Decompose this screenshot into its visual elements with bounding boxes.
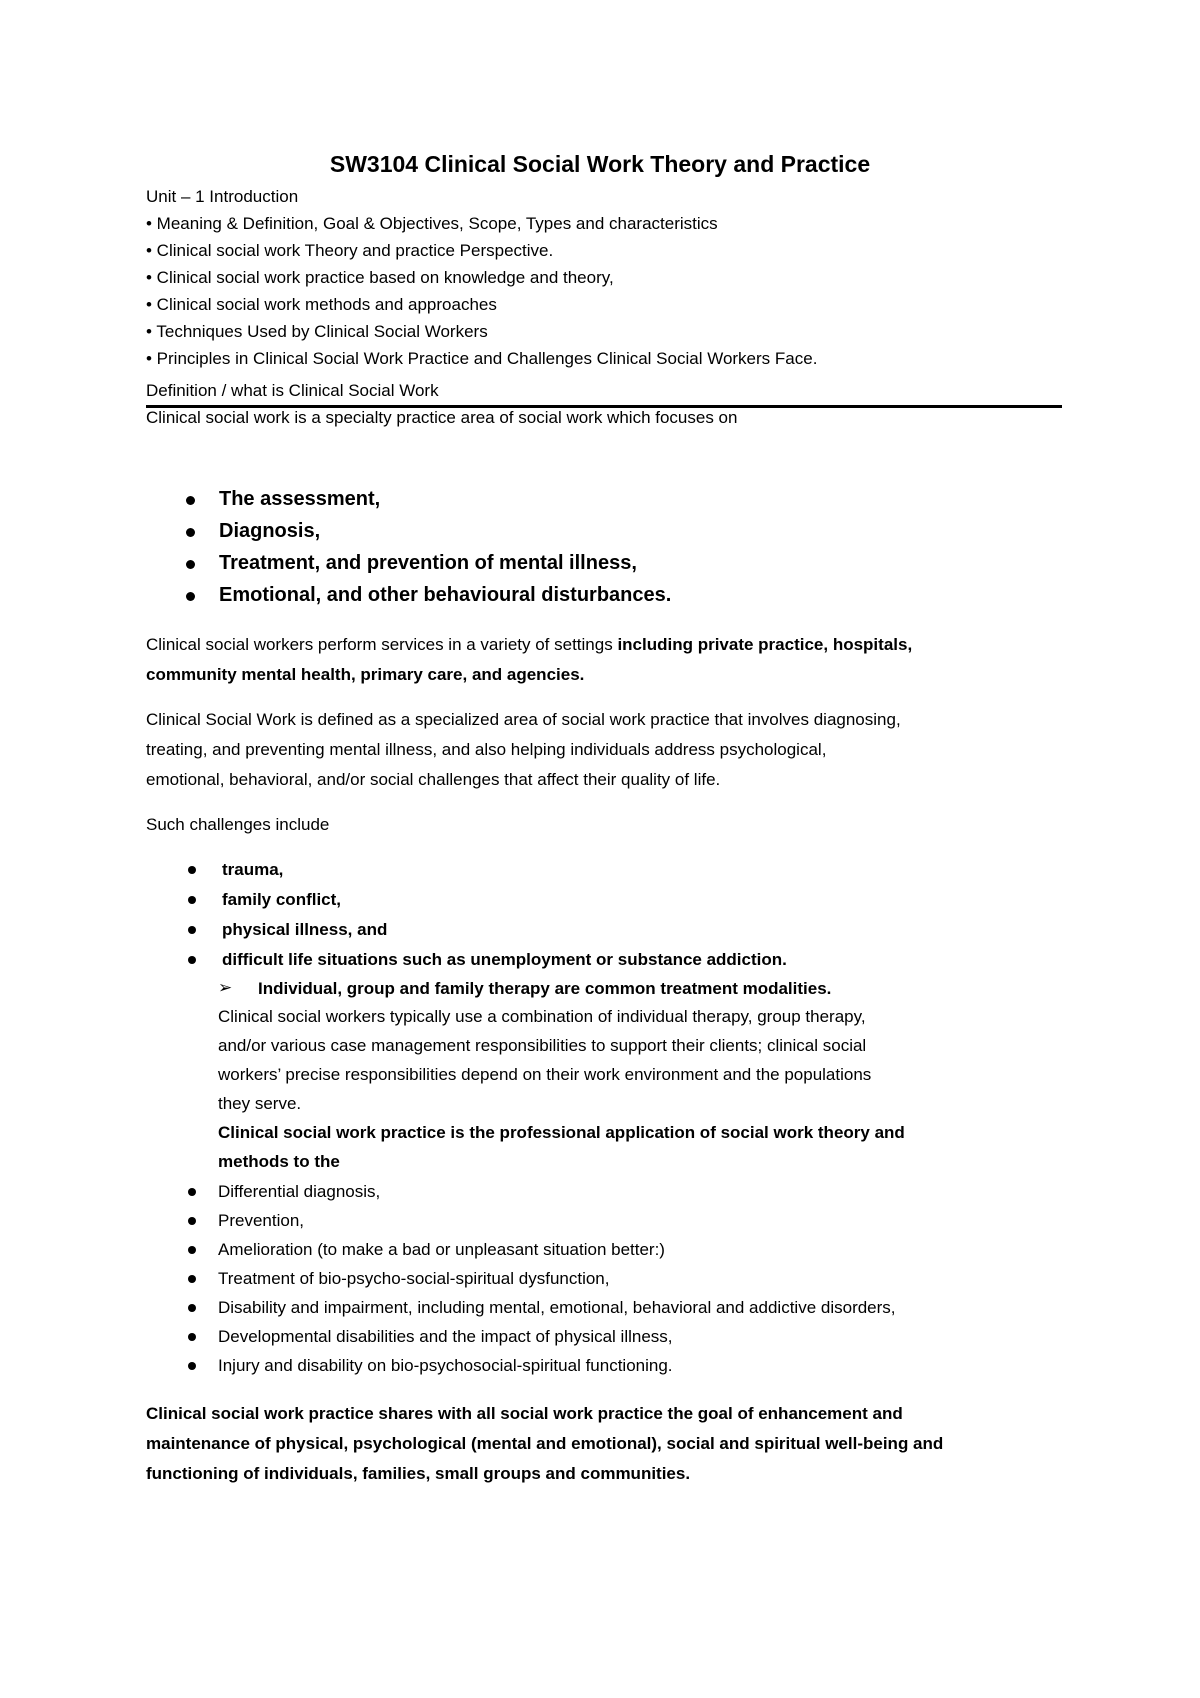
bullet-icon xyxy=(188,896,196,904)
unit-topic: • Clinical social work practice based on knowledge and theory, xyxy=(146,268,614,287)
bullet-icon xyxy=(186,592,195,601)
bullet-icon xyxy=(188,926,196,934)
application-item: Treatment of bio-psycho-social-spiritual dysfunction, xyxy=(218,1269,610,1288)
unit-topic: • Clinical social work Theory and practice Perspective. xyxy=(146,241,554,260)
workers-paragraph xyxy=(218,1002,1088,1118)
bullet-icon xyxy=(186,528,195,537)
bullet-icon xyxy=(188,866,196,874)
definition-heading: Definition / what is Clinical Social Work xyxy=(146,381,439,400)
focus-item: Emotional, and other behavioural disturbances. xyxy=(219,584,672,606)
bullet-icon xyxy=(186,560,195,569)
unit-topic: • Techniques Used by Clinical Social Workers xyxy=(146,322,488,341)
bullet-icon xyxy=(188,1246,196,1254)
paragraph-line: workers’ precise responsibilities depend on their work environment and the populations xyxy=(218,1065,872,1084)
challenge-item: family conflict, xyxy=(222,890,342,909)
application-item: Disability and impairment, including mental, emotional, behavioral and addictive disorders, xyxy=(218,1298,896,1317)
paragraph-line: maintenance of physical, psychological (mental and emotional), social and spiritual well-being and xyxy=(146,1434,944,1453)
closing-paragraph xyxy=(146,1399,1076,1489)
challenge-item: trauma, xyxy=(222,860,284,879)
unit-topic: • Principles in Clinical Social Work Practice and Challenges Clinical Social Workers Face. xyxy=(146,349,818,368)
paragraph-line: functioning of individuals, families, small groups and communities. xyxy=(146,1464,691,1483)
settings-text: Clinical social workers perform services in a variety of settings xyxy=(146,635,618,654)
bullet-icon xyxy=(188,1188,196,1196)
focus-item: Diagnosis, xyxy=(219,520,321,542)
bullet-icon xyxy=(188,1217,196,1225)
definition-intro: Clinical social work is a specialty practice area of social work which focuses on xyxy=(146,408,738,427)
paragraph-line: treating, and preventing mental illness, and also helping individuals address psychological, xyxy=(146,740,827,759)
practice-definition xyxy=(218,1118,1088,1176)
application-item: Injury and disability on bio-psychosocial-spiritual functioning. xyxy=(218,1356,673,1375)
modalities-line: Individual, group and family therapy are common treatment modalities. xyxy=(258,979,832,998)
challenge-item: physical illness, and xyxy=(222,920,388,939)
paragraph-line: Clinical social workers typically use a combination of individual therapy, group therapy, xyxy=(218,1007,866,1026)
unit-topic: • Meaning & Definition, Goal & Objectives, Scope, Types and characteristics xyxy=(146,214,718,233)
settings-paragraph xyxy=(146,630,1076,690)
bullet-icon xyxy=(186,496,195,505)
challenge-item: difficult life situations such as unemployment or substance addiction. xyxy=(222,950,787,969)
application-item: Amelioration (to make a bad or unpleasant situation better:) xyxy=(218,1240,665,1259)
bullet-icon xyxy=(188,956,196,964)
paragraph-line: emotional, behavioral, and/or social challenges that affect their quality of life. xyxy=(146,770,721,789)
focus-item: The assessment, xyxy=(219,488,381,510)
paragraph-line: Clinical social work practice is the professional application of social work theory and xyxy=(218,1123,905,1142)
settings-bold-text: community mental health, primary care, and agencies. xyxy=(146,665,585,684)
bullet-icon xyxy=(188,1333,196,1341)
application-item: Differential diagnosis, xyxy=(218,1182,381,1201)
unit-heading: Unit – 1 Introduction xyxy=(146,187,299,206)
application-item: Prevention, xyxy=(218,1211,304,1230)
paragraph-line: Clinical Social Work is defined as a specialized area of social work practice that involves diagnosing, xyxy=(146,710,901,729)
definition-paragraph xyxy=(146,705,1076,795)
document-title: SW3104 Clinical Social Work Theory and Practice xyxy=(329,151,871,177)
paragraph-line: and/or various case management responsibilities to support their clients; clinical social xyxy=(218,1036,867,1055)
bullet-icon xyxy=(188,1362,196,1370)
application-item: Developmental disabilities and the impact of physical illness, xyxy=(218,1327,673,1346)
settings-bold-text: including private practice, hospitals, xyxy=(617,635,913,654)
challenges-heading: Such challenges include xyxy=(146,815,330,834)
paragraph-line: they serve. xyxy=(218,1094,302,1113)
bullet-icon xyxy=(188,1304,196,1312)
paragraph-line: methods to the xyxy=(218,1152,340,1171)
focus-item: Treatment, and prevention of mental illness, xyxy=(219,552,637,574)
unit-topic: • Clinical social work methods and approaches xyxy=(146,295,497,314)
paragraph-line: Clinical social work practice shares with all social work practice the goal of enhancement and xyxy=(146,1404,903,1423)
bullet-icon xyxy=(188,1275,196,1283)
arrow-icon: ➢ xyxy=(218,978,233,997)
